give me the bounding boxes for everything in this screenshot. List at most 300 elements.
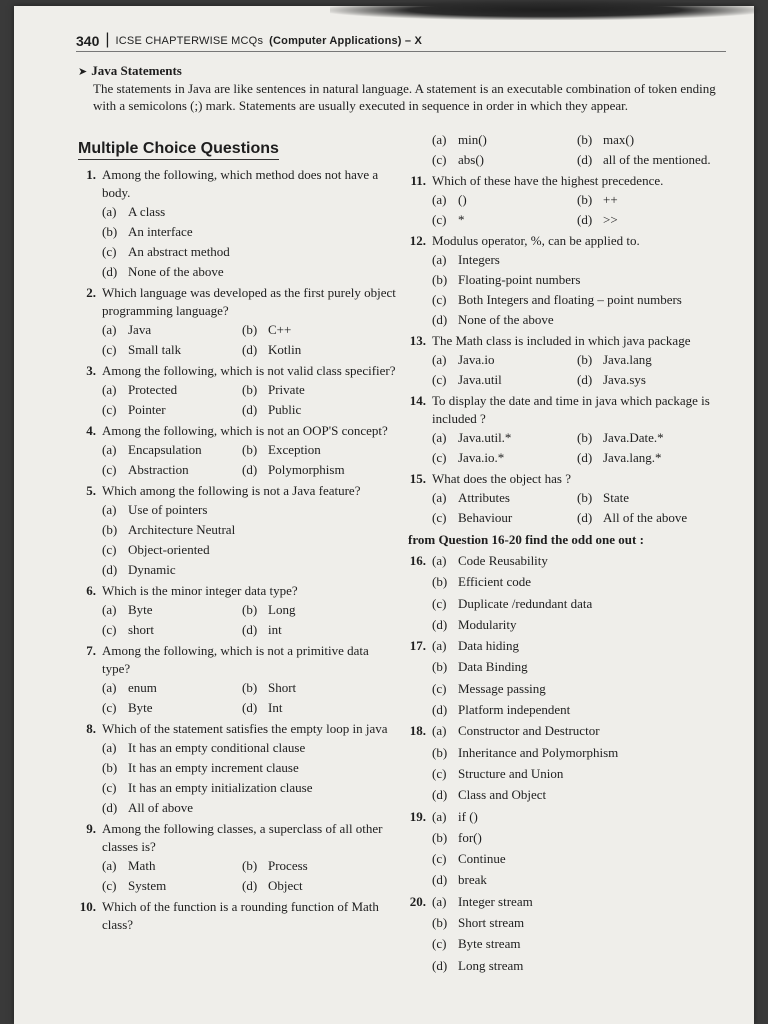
option-label: (d)	[102, 264, 118, 279]
odd-option	[408, 614, 738, 635]
question	[78, 642, 398, 678]
option-text: None of the above	[458, 312, 554, 327]
option-text: C++	[268, 322, 292, 337]
option-text: Dynamic	[128, 562, 176, 577]
odd-option	[408, 891, 738, 912]
q10-options	[408, 130, 738, 170]
option	[408, 270, 738, 290]
option-text: Java.lang.*	[603, 450, 662, 465]
option	[78, 242, 398, 262]
option-label: (d)	[432, 957, 448, 973]
odd-option	[408, 720, 738, 741]
options-grid	[78, 600, 398, 640]
option	[432, 210, 577, 230]
option	[102, 340, 242, 360]
option	[102, 380, 242, 400]
option-label: (a)	[432, 252, 447, 267]
section-title: Multiple Choice Questions	[78, 140, 279, 160]
option-label: (c)	[432, 680, 447, 696]
option	[78, 560, 398, 580]
odd-option	[408, 848, 738, 869]
left-column	[78, 140, 398, 934]
option-label: (c)	[102, 462, 117, 477]
option-text: Integer stream	[458, 893, 533, 909]
option-text: Modularity	[458, 616, 517, 632]
option-label: (d)	[577, 450, 593, 465]
question-number: 1.	[86, 167, 96, 182]
question-number: 3.	[86, 363, 96, 378]
option-label: (b)	[242, 858, 258, 873]
option	[577, 190, 727, 210]
option-text: Java.sys	[603, 372, 646, 387]
option-label: (a)	[432, 192, 447, 207]
option-text: Java.util.*	[458, 430, 512, 445]
question-text: Which is the minor integer data type?	[102, 583, 298, 598]
option-text: Code Reusability	[458, 553, 548, 568]
option-label: (c)	[102, 244, 117, 259]
option-label: (c)	[432, 936, 447, 952]
option-text: abs()	[458, 152, 484, 167]
question	[78, 362, 398, 380]
option-label: (a)	[102, 502, 117, 517]
option-label: (d)	[577, 510, 593, 525]
option-text: Structure and Union	[458, 765, 564, 781]
option-label: (d)	[242, 878, 258, 893]
option-label: (d)	[432, 616, 448, 632]
option	[78, 500, 398, 520]
option	[577, 210, 727, 230]
option-text: Message passing	[458, 680, 546, 696]
option-label: (d)	[432, 787, 448, 803]
option-text: Byte stream	[458, 936, 521, 952]
option-text: A class	[128, 204, 166, 219]
question-number: 16.	[409, 553, 426, 568]
option	[102, 320, 242, 340]
option-label: (a)	[432, 553, 447, 568]
option-text: It has an empty initialization clause	[128, 780, 313, 795]
odd-option	[408, 571, 738, 592]
option-label: (d)	[432, 872, 448, 888]
odd-option	[408, 593, 738, 614]
option-text: Int	[268, 700, 283, 715]
question-text: Among the following classes, a superclass of all other classes is?	[102, 821, 383, 854]
option	[242, 400, 382, 420]
option-label: (b)	[102, 224, 118, 239]
option-text: ()	[458, 192, 467, 207]
question	[78, 820, 398, 856]
option-text: Encapsulation	[128, 442, 202, 457]
odd-option	[408, 699, 738, 720]
option-text: Efficient code	[458, 574, 532, 590]
question-number: 17.	[409, 638, 426, 654]
intro-block	[78, 62, 728, 114]
option-label: (b)	[102, 522, 118, 537]
option-text: An abstract method	[128, 244, 230, 259]
question	[78, 720, 398, 738]
option	[432, 448, 577, 468]
question	[78, 582, 398, 600]
option-text: if ()	[458, 808, 478, 824]
question-number: 14.	[409, 393, 426, 408]
option-label: (d)	[242, 462, 258, 477]
option-text: Both Integers and floating – point numbers	[458, 292, 682, 307]
odd-one-out-heading: from Question 16-20 find the odd one out :	[408, 532, 644, 547]
question-text: What does the object has ?	[432, 471, 571, 486]
options-grid	[78, 320, 398, 360]
option-text: min()	[458, 132, 487, 147]
question	[408, 232, 738, 250]
question-number: 12.	[409, 233, 426, 248]
question-number: 4.	[86, 423, 96, 438]
option	[577, 130, 727, 150]
option	[102, 856, 242, 876]
option-label: (d)	[242, 402, 258, 417]
option-label: (b)	[102, 760, 118, 775]
intro-heading: Java Statements	[91, 63, 182, 78]
option-text: It has an empty increment clause	[128, 760, 299, 775]
option-text: all of the mentioned.	[603, 152, 711, 167]
option-text: Kotlin	[268, 342, 302, 357]
option-label: (b)	[432, 829, 448, 845]
option	[78, 798, 398, 818]
question-text: Among the following, which is not a primitive data type?	[102, 643, 369, 676]
option	[432, 370, 577, 390]
question-number: 11.	[410, 173, 426, 188]
option-text: Java.io	[458, 352, 495, 367]
page-header	[76, 33, 726, 49]
question	[408, 392, 738, 428]
option-text: Abstraction	[128, 462, 189, 477]
question	[78, 422, 398, 440]
option	[242, 460, 382, 480]
option-text: >>	[603, 212, 618, 227]
question-text: Which language was developed as the first purely object programming language?	[102, 285, 396, 318]
odd-option	[408, 827, 738, 848]
option-text: Java.Date.*	[603, 430, 664, 445]
options-grid	[408, 350, 738, 390]
question-text: Among the following, which is not valid class specifier?	[102, 363, 396, 378]
option-label: (b)	[577, 132, 593, 147]
option	[78, 520, 398, 540]
option-text: Continue	[458, 851, 506, 867]
option-text: Object	[268, 878, 303, 893]
option-label: (b)	[432, 744, 448, 760]
option-label: (a)	[432, 430, 447, 445]
option	[242, 440, 382, 460]
option	[242, 876, 382, 896]
question	[78, 898, 398, 934]
option-text: Platform independent	[458, 702, 571, 718]
option-text: Attributes	[458, 490, 510, 505]
option-text: Duplicate /redundant data	[458, 595, 593, 611]
option	[577, 448, 727, 468]
odd-option	[408, 763, 738, 784]
option	[432, 350, 577, 370]
option-text: short	[128, 622, 154, 637]
option-label: (a)	[432, 132, 447, 147]
option	[577, 428, 727, 448]
option-label: (a)	[102, 680, 117, 695]
option	[78, 758, 398, 778]
option	[102, 620, 242, 640]
odd-option	[408, 784, 738, 805]
option-label: (a)	[102, 740, 117, 755]
option-label: (a)	[102, 602, 117, 617]
option	[577, 350, 727, 370]
option-label: (b)	[577, 192, 593, 207]
options-grid	[408, 488, 738, 528]
option	[408, 290, 738, 310]
option-label: (d)	[577, 372, 593, 387]
option	[242, 340, 382, 360]
option-text: Data hiding	[458, 638, 520, 654]
question-text: Which among the following is not a Java feature?	[102, 483, 361, 498]
odd-option	[408, 806, 738, 827]
option-label: (a)	[432, 638, 447, 654]
option	[102, 876, 242, 896]
option-label: (b)	[242, 442, 258, 457]
question-number: 19.	[409, 808, 426, 824]
option-text: Architecture Neutral	[128, 522, 236, 537]
option-text: Java	[128, 322, 152, 337]
option	[102, 440, 242, 460]
option-label: (b)	[432, 574, 448, 590]
options-grid	[78, 440, 398, 480]
option	[78, 540, 398, 560]
option-label: (c)	[432, 765, 447, 781]
option-text: Short stream	[458, 915, 525, 931]
option-label: (a)	[432, 893, 447, 909]
option-text: Integers	[458, 252, 500, 267]
option-label: (d)	[242, 622, 258, 637]
option-label: (c)	[432, 292, 447, 307]
option-label: (b)	[242, 382, 258, 397]
option-label: (c)	[432, 595, 447, 611]
option-label: (c)	[102, 402, 117, 417]
question	[78, 284, 398, 320]
option-label: (a)	[432, 723, 447, 739]
option-label: (d)	[432, 702, 448, 718]
option-label: (d)	[242, 342, 258, 357]
option-label: (b)	[242, 322, 258, 337]
option	[242, 380, 382, 400]
option-label: (c)	[102, 622, 117, 637]
option	[408, 310, 738, 330]
option	[78, 222, 398, 242]
question-number: 10.	[79, 899, 96, 914]
intro-heading-row	[78, 62, 728, 80]
option-text: Constructor and Destructor	[458, 723, 600, 739]
option	[242, 856, 382, 876]
book-subject: (Computer Applications) – X	[269, 35, 423, 47]
option-text: break	[458, 872, 487, 888]
question	[408, 470, 738, 488]
option-label: (a)	[102, 382, 117, 397]
arrow-icon: ➤	[78, 65, 88, 78]
option-text: ++	[603, 192, 618, 207]
options-grid	[78, 380, 398, 420]
option-text: Byte	[128, 700, 153, 715]
option-text: Behaviour	[458, 510, 513, 525]
odd-option	[408, 635, 738, 656]
option	[577, 508, 727, 528]
option	[242, 678, 382, 698]
option	[432, 130, 577, 150]
option-label: (a)	[432, 352, 447, 367]
question	[78, 482, 398, 500]
option	[102, 698, 242, 718]
question-text: The Math class is included in which java package	[432, 333, 691, 348]
book-title: ICSE CHAPTERWISE MCQs	[115, 35, 264, 47]
option-text: Byte	[128, 602, 153, 617]
options-grid	[408, 428, 738, 468]
option-label: (d)	[577, 152, 593, 167]
option-label: (b)	[577, 430, 593, 445]
option-text: State	[603, 490, 629, 505]
option-label: (b)	[577, 352, 593, 367]
option-text: All of above	[128, 800, 193, 815]
header-separator: |	[105, 31, 110, 48]
option-text: Exception	[268, 442, 321, 457]
option-label: (d)	[102, 562, 118, 577]
option-label: (b)	[577, 490, 593, 505]
header-rule	[76, 51, 726, 52]
question-number: 8.	[86, 721, 96, 736]
option	[432, 428, 577, 448]
option-label: (b)	[432, 272, 448, 287]
option	[78, 778, 398, 798]
odd-option	[408, 742, 738, 763]
question-number: 20.	[409, 893, 426, 909]
option-text: All of the above	[603, 510, 688, 525]
option-text: Long	[268, 602, 296, 617]
option	[242, 320, 382, 340]
option-text: enum	[128, 680, 157, 695]
option-text: Java.util	[458, 372, 502, 387]
option-text: Data Binding	[458, 659, 528, 675]
odd-option	[408, 955, 738, 976]
option-text: Long stream	[458, 957, 524, 973]
question-text: Which of these have the highest precedence.	[432, 173, 664, 188]
option-text: for()	[458, 829, 482, 845]
option-label: (b)	[242, 602, 258, 617]
option	[78, 202, 398, 222]
option-label: (d)	[102, 800, 118, 815]
option-label: (b)	[242, 680, 258, 695]
option-label: (c)	[102, 700, 117, 715]
question-text: Among the following, which is not an OOP'S concept?	[102, 423, 388, 438]
intro-paragraph: The statements in Java are like sentences in natural language. A statement is an executable combination of token ending with a semicolons (;) mark. Statements are usually executed in sequence in order in which they appear.	[93, 81, 716, 113]
right-column	[408, 130, 738, 976]
question-number: 6.	[86, 583, 96, 598]
option	[102, 678, 242, 698]
question-text: To display the date and time in java which package is included ?	[432, 393, 710, 426]
option-label: (b)	[432, 659, 448, 675]
option-text: Polymorphism	[268, 462, 345, 477]
option-text: None of the above	[128, 264, 224, 279]
option-text: An interface	[128, 224, 193, 239]
page-number: 340	[76, 33, 100, 49]
option-text: *	[458, 212, 465, 227]
odd-option	[408, 550, 738, 571]
option	[102, 600, 242, 620]
option-text: max()	[603, 132, 635, 147]
question	[78, 166, 398, 202]
option-text: int	[268, 622, 282, 637]
question-number: 13.	[409, 333, 426, 348]
option-text: Pointer	[128, 402, 166, 417]
option-label: (c)	[432, 851, 447, 867]
option-label: (d)	[577, 212, 593, 227]
top-shadow	[330, 0, 760, 20]
options-grid	[408, 190, 738, 230]
question-number: 7.	[86, 643, 96, 658]
option-text: Private	[268, 382, 305, 397]
option-label: (a)	[432, 808, 447, 824]
question	[408, 332, 738, 350]
option	[432, 150, 577, 170]
option-text: Floating-point numbers	[458, 272, 581, 287]
question-text: Among the following, which method does not have a body.	[102, 167, 379, 200]
option-label: (c)	[432, 450, 447, 465]
option-label: (b)	[432, 915, 448, 931]
option-text: Protected	[128, 382, 178, 397]
question-number: 2.	[86, 285, 96, 300]
options-grid	[78, 678, 398, 718]
option-text: Public	[268, 402, 302, 417]
option	[78, 738, 398, 758]
question-number: 18.	[409, 723, 426, 739]
option-label: (c)	[432, 510, 447, 525]
option	[432, 190, 577, 210]
question-number: 5.	[86, 483, 96, 498]
question-text: Modulus operator, %, can be applied to.	[432, 233, 640, 248]
option-label: (c)	[432, 372, 447, 387]
option	[242, 620, 382, 640]
option-text: It has an empty conditional clause	[128, 740, 306, 755]
option	[432, 488, 577, 508]
option	[242, 698, 382, 718]
option-text: System	[128, 878, 167, 893]
option-label: (c)	[102, 878, 117, 893]
option-text: Inheritance and Polymorphism	[458, 744, 619, 760]
question-text: Which of the function is a rounding function of Math class?	[102, 899, 379, 932]
odd-option	[408, 933, 738, 954]
option-text: Math	[128, 858, 156, 873]
option-text: Short	[268, 680, 297, 695]
question-number: 9.	[86, 821, 96, 836]
odd-option	[408, 912, 738, 933]
option-label: (a)	[102, 322, 117, 337]
question-text: Which of the statement satisfies the empty loop in java	[102, 721, 388, 736]
option-label: (c)	[432, 152, 447, 167]
option	[78, 262, 398, 282]
option	[242, 600, 382, 620]
question-number: 15.	[409, 471, 426, 486]
option-label: (d)	[432, 312, 448, 327]
option	[577, 370, 727, 390]
option-text: Java.io.*	[458, 450, 505, 465]
option-text: Small talk	[128, 342, 182, 357]
option	[102, 400, 242, 420]
odd-option	[408, 656, 738, 677]
option-label: (c)	[102, 780, 117, 795]
option-label: (d)	[242, 700, 258, 715]
option-label: (c)	[102, 342, 117, 357]
option	[408, 250, 738, 270]
options-grid	[78, 856, 398, 896]
option-text: Use of pointers	[128, 502, 208, 517]
